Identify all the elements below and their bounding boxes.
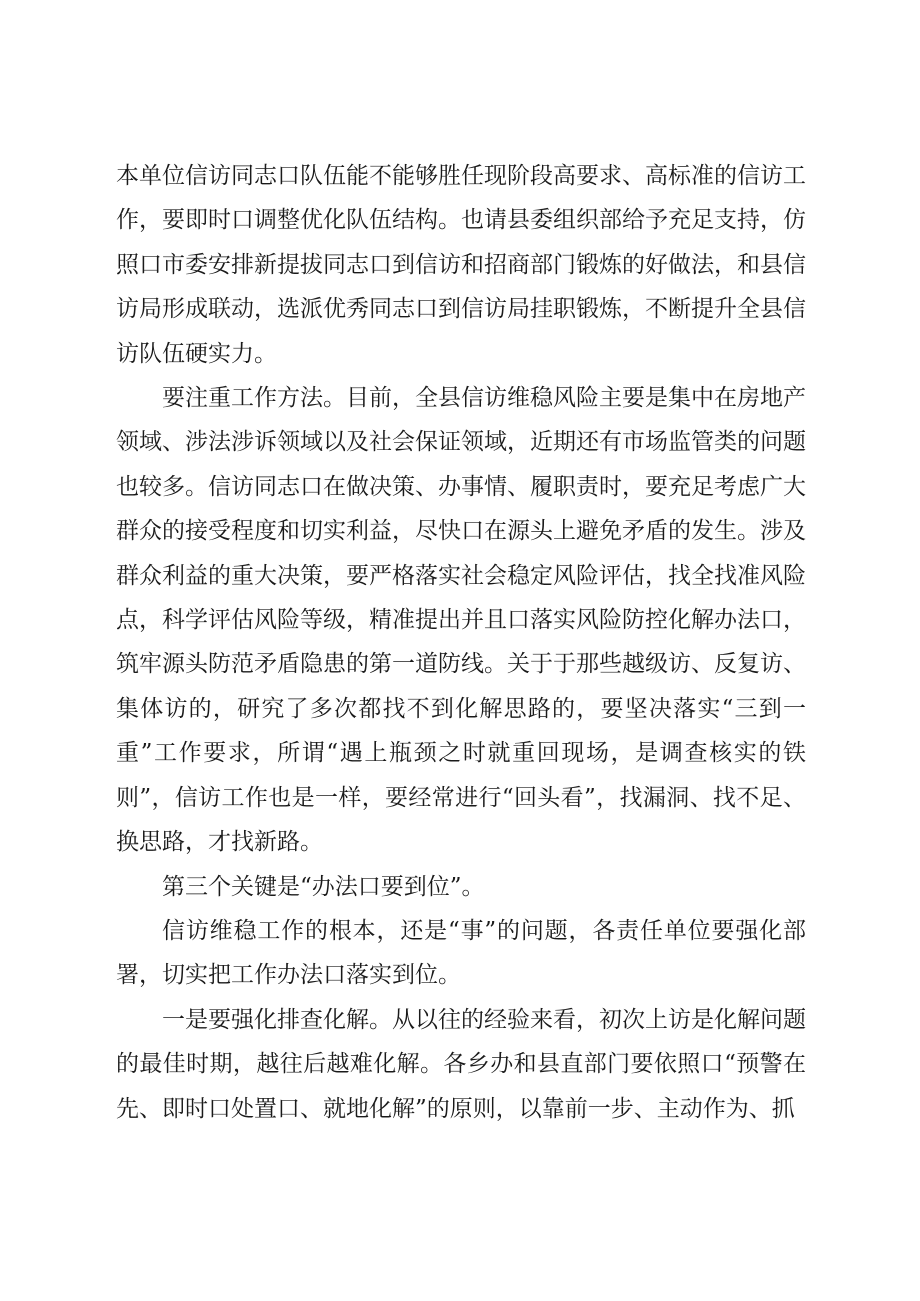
paragraph-investigation: 一是要强化排查化解。从以往的经验来看，初次上访是化解问题的最佳时期，越往后越难化解。各乡办和县直部门要依照口“预警在先、即时口处置口、就地化解”的原则，以靠前一步、主动作为、抓 — [116, 1006, 806, 1122]
document-body — [116, 154, 806, 1131]
paragraph-third-key: 第三个关键是“办法口要到位”。 — [162, 873, 485, 900]
paragraph-root-issue: 信访维稳工作的根本，还是“事”的问题，各责任单位要强化部署，切实把工作办法口落实到位。 — [116, 917, 806, 989]
paragraph-work-methods: 要注重工作方法。目前，全县信访维稳风险主要是集中在房地产领域、涉法涉诉领域以及社会保证领域，近期还有市场监管类的问题也较多。信访同志口在做决策、办事情、履职责时，要充足考虑广大群众的接受程度和切实利益，尽快口在源头上避免矛盾的发生。涉及群众利益的重大决策，要严格落实社会稳定风险评估，找全找准风险点，科学评估风险等级，精准提出并且口落实风险防控化解办法口，筑牢源头防范矛盾隐患的第一道防线。关于于那些越级访、反复访、集体访的，研究了多次都找不到化解思路的，要坚决落实“三到一重”工作要求，所谓“遇上瓶颈之时就重回现场，是调查核实的铁则”，信访工作也是一样，要经常进行“回头看”，找漏洞、找不足、换思路，才找新路。 — [116, 385, 806, 856]
paragraph-team-structure: 本单位信访同志口队伍能不能够胜任现阶段高要求、高标准的信访工作，要即时口调整优化队伍结构。也请县委组织部给予充足支持，仿照口市委安排新提拔同志口到信访和招商部门锻炼的好做法，和县信访局形成联动，选派优秀同志口到信访局挂职锻炼，不断提升全县信访队伍硬实力。 — [116, 163, 806, 367]
